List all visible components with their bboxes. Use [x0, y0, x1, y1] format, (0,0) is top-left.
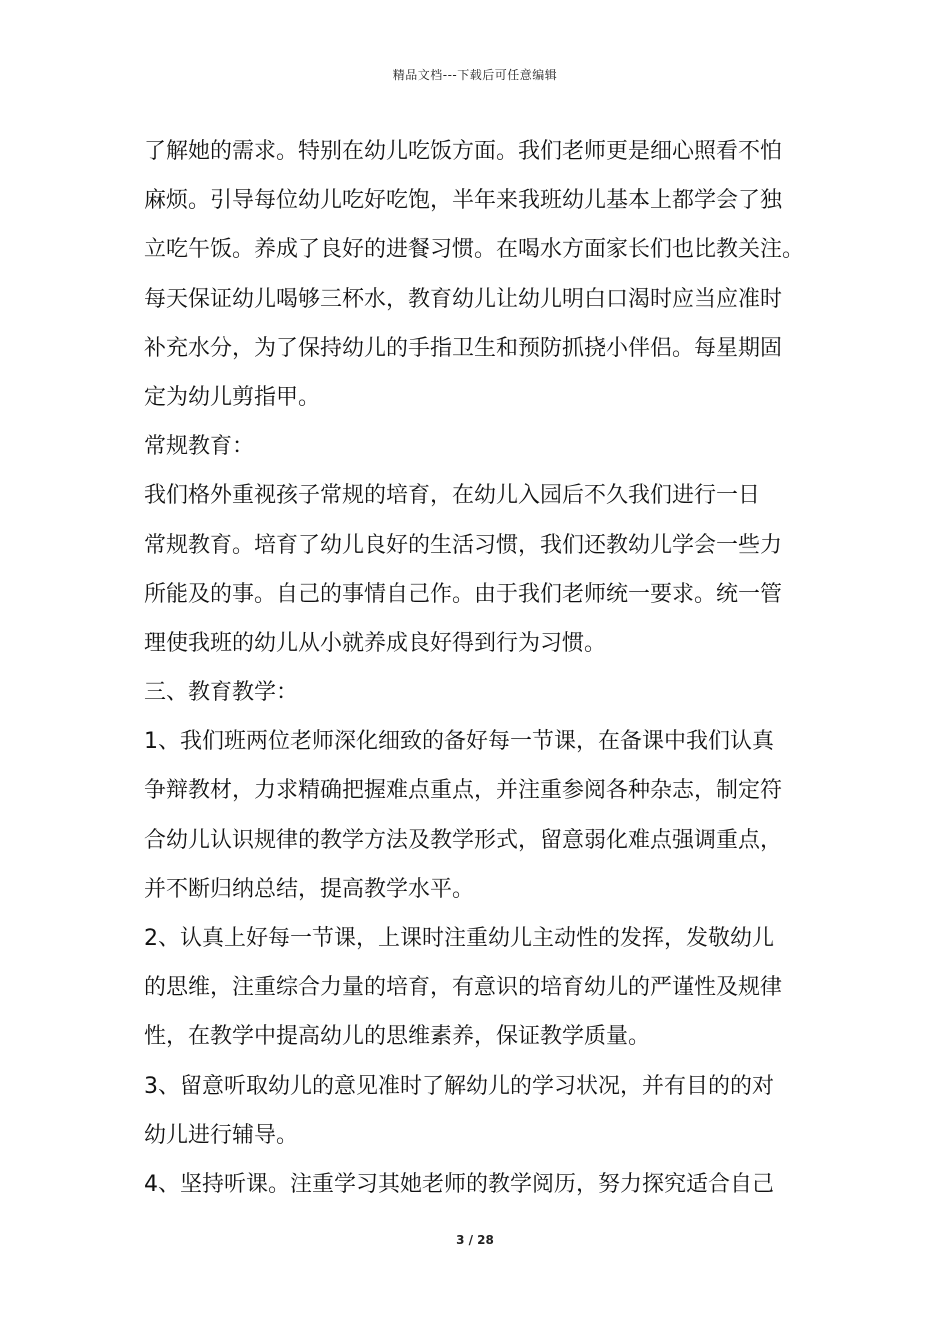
page-number: 3 / 28 [456, 1233, 494, 1247]
text-line: 的思维，注重综合力量的培育，有意识的培育幼儿的严谨性及规律 [144, 975, 783, 1001]
section-heading: 三、教育教学： [144, 680, 299, 706]
text-line: 幼儿进行辅导。 [144, 1122, 299, 1148]
text-line: 并不断归纳总结，提高教学水平。 [144, 876, 475, 902]
page-header: 精品文档---下载后可任意编辑 [392, 68, 558, 82]
document-body [144, 127, 824, 1209]
text-line: 性，在教学中提高幼儿的思维素养，保证教学质量。 [144, 1024, 651, 1050]
text-line: 争辩教材，力求精确把握难点重点，并注重参阅各种杂志，制定符 [144, 778, 783, 804]
text-line: 所能及的事。自己的事情自己作。由于我们老师统一要求。统一管 [144, 581, 783, 607]
text-line: 补充水分，为了保持幼儿的手指卫生和预防抓挠小伴侣。每星期固 [144, 335, 783, 361]
section-heading: 常规教育： [144, 434, 255, 460]
text-line: 立吃午饭。养成了良好的进餐习惯。在喝水方面家长们也比教关注。 [144, 237, 805, 263]
text-line: 麻烦。引导每位幼儿吃好吃饱，半年来我班幼儿基本上都学会了独 [144, 188, 783, 214]
text-line: 3、留意听取幼儿的意见准时了解幼儿的学习状况，并有目的的对 [144, 1073, 774, 1099]
text-line: 理使我班的幼儿从小就养成良好得到行为习惯。 [144, 630, 607, 656]
text-line: 2、认真上好每一节课，上课时注重幼儿主动性的发挥，发敬幼儿 [144, 926, 774, 951]
text-line: 常规教育。培育了幼儿良好的生活习惯，我们还教幼儿学会一些力 [144, 532, 783, 558]
text-line: 合幼儿认识规律的教学方法及教学形式，留意弱化难点强调重点， [144, 827, 783, 853]
text-line: 定为幼儿剪指甲。 [144, 384, 321, 410]
text-line: 了解她的需求。特别在幼儿吃饭方面。我们老师更是细心照看不怕 [144, 139, 783, 164]
text-line: 我们格外重视孩子常规的培育，在幼儿入园后不久我们进行一日 [144, 483, 761, 509]
text-line: 1、我们班两位老师深化细致的备好每一节课，在备课中我们认真 [144, 729, 774, 755]
text-line: 4、坚持听课。注重学习其她老师的教学阅历，努力探究适合自己 [144, 1171, 774, 1197]
text-line: 每天保证幼儿喝够三杯水，教育幼儿让幼儿明白口渴时应当应准时 [144, 286, 783, 312]
